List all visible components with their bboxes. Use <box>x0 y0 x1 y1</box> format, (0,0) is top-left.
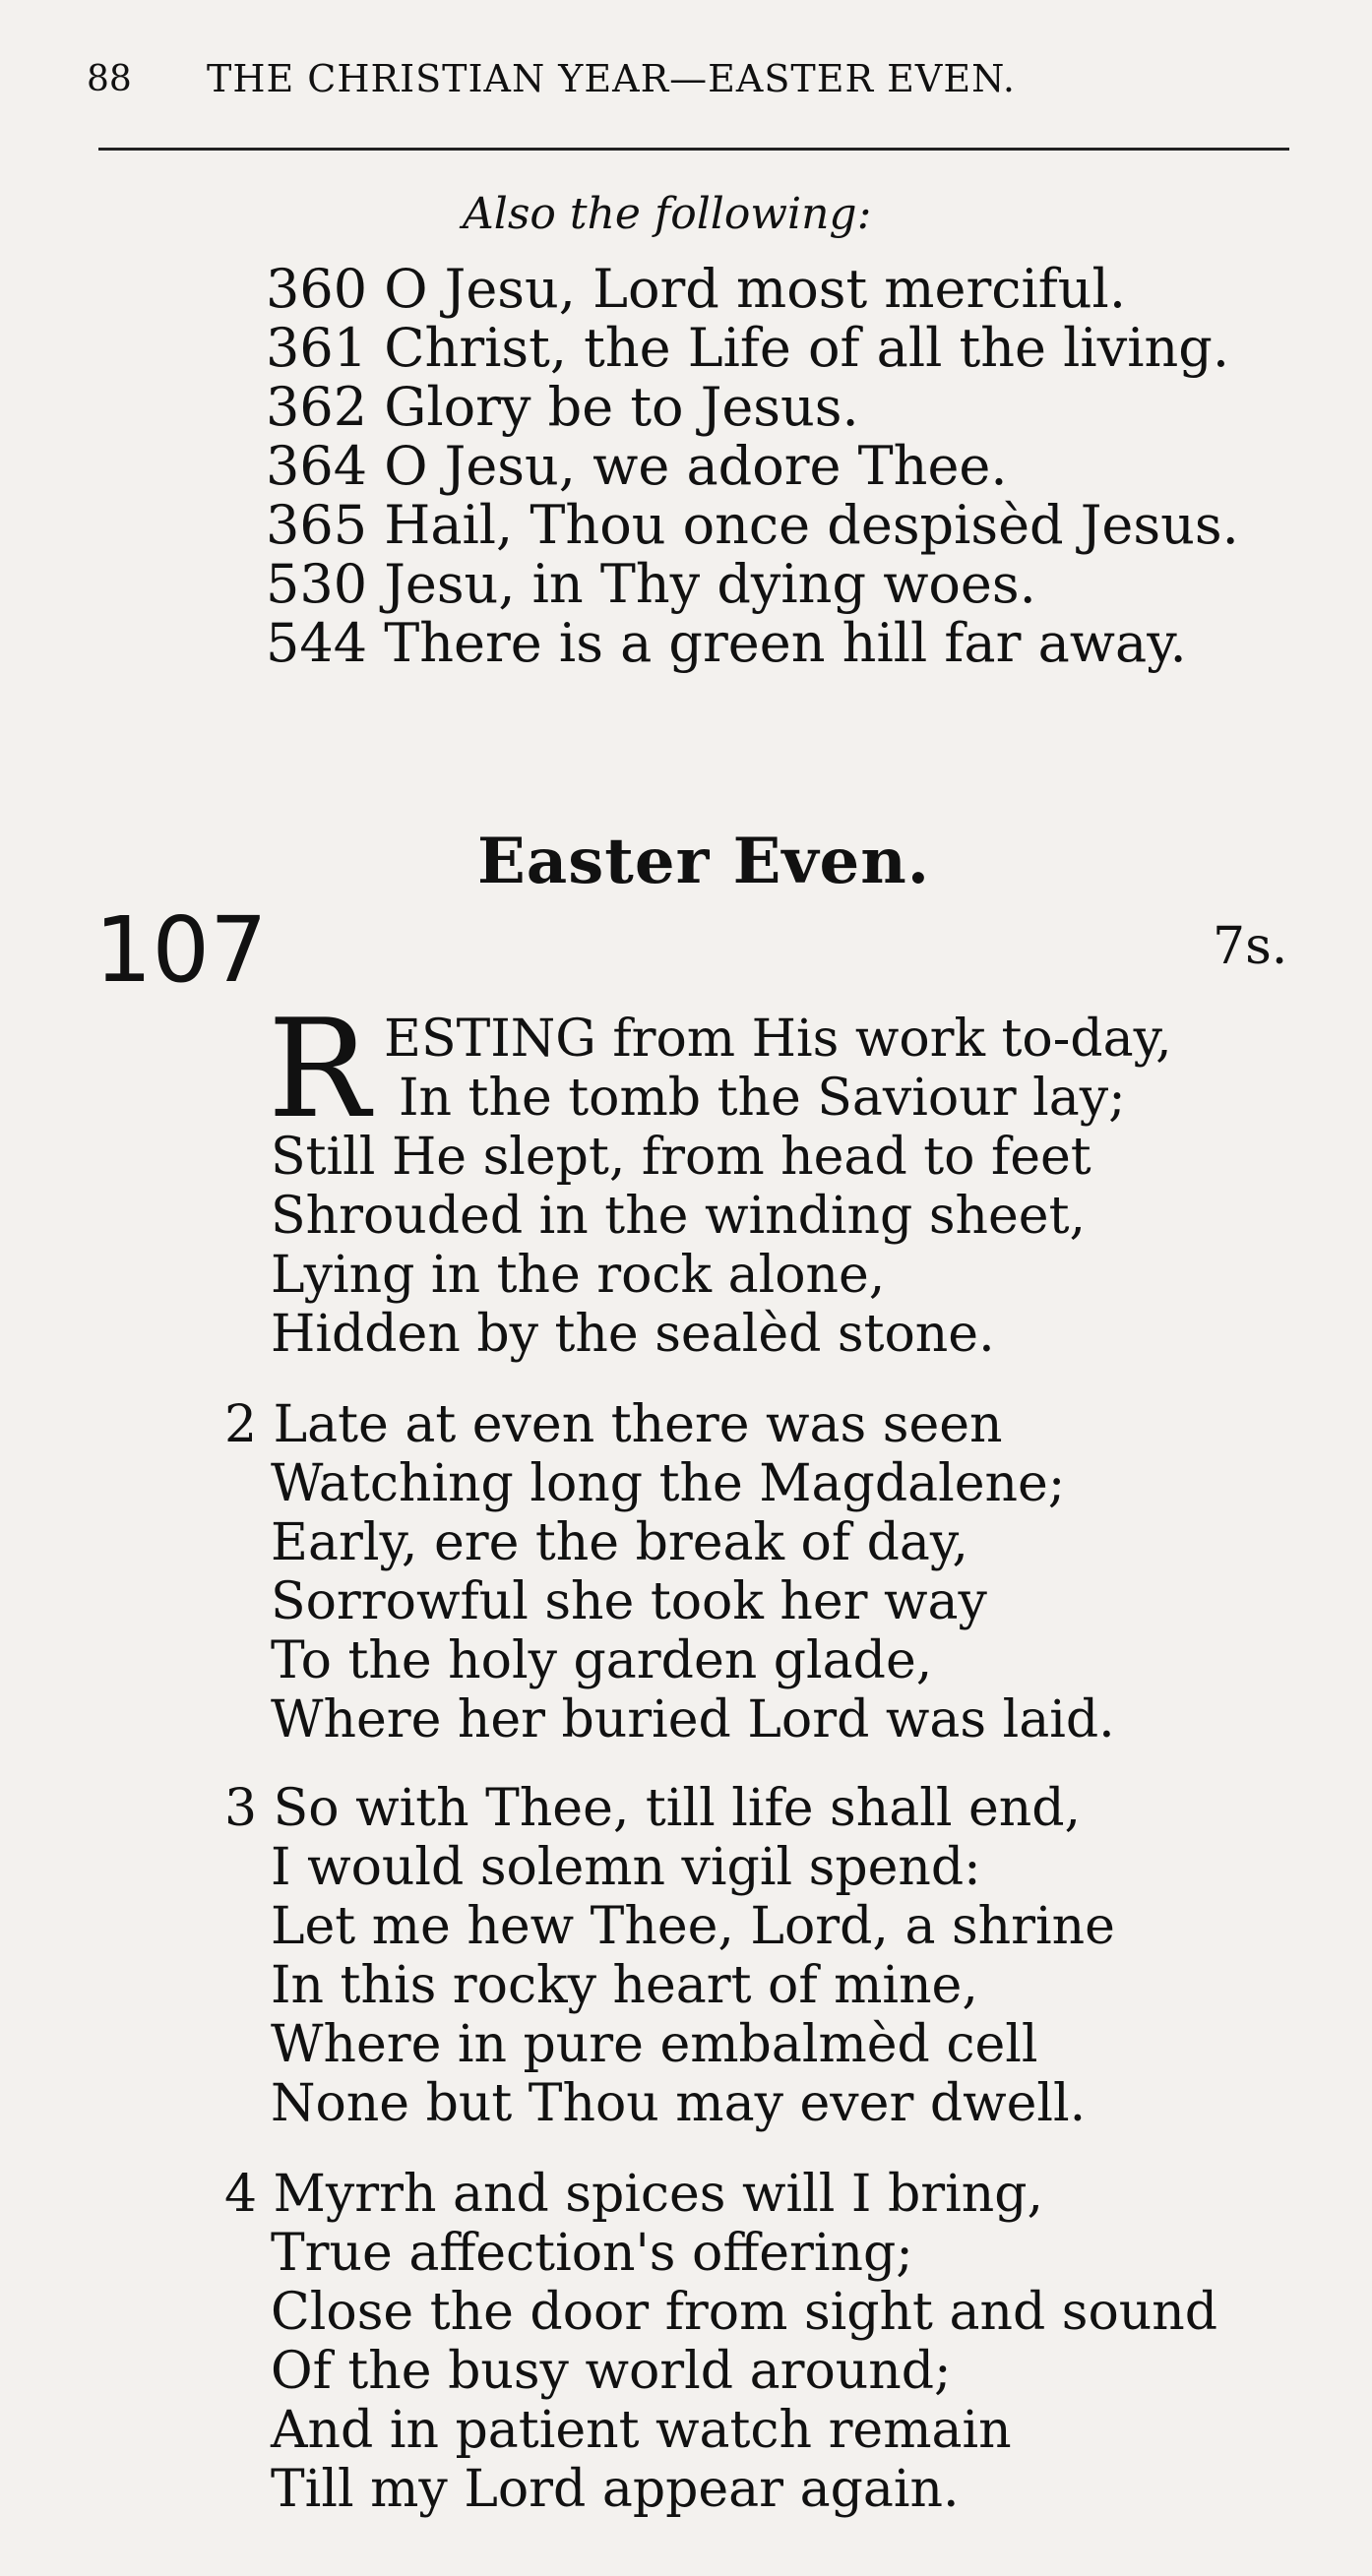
verse-line: Sorrowful she took her way <box>271 1572 987 1631</box>
verse-line: I would solemn vigil spend: <box>271 1838 981 1897</box>
verse-line: ESTING from His work to-day, <box>384 1010 1172 1069</box>
verse-line: Lying in the rock alone, <box>271 1246 886 1305</box>
list-item: 530 Jesu, in Thy dying woes. <box>266 553 1036 615</box>
list-item: 362 Glory be to Jesus. <box>266 376 859 438</box>
verse-line: None but Thou may ever dwell. <box>271 2074 1087 2133</box>
verse-line: Still He slept, from head to feet <box>271 1128 1091 1187</box>
verse-line: 3 So with Thee, till life shall end, <box>224 1779 1082 1838</box>
verse-line: 4 Myrrh and spices will I bring, <box>224 2165 1044 2224</box>
verse-line: Where in pure embalmèd cell <box>271 2015 1038 2074</box>
verse-line: Let me hew Thee, Lord, a shrine <box>271 1897 1115 1956</box>
verse-line: In the tomb the Saviour lay; <box>399 1069 1126 1128</box>
verse-line: Of the busy world around; <box>271 2342 952 2401</box>
list-item: 360 O Jesu, Lord most merciful. <box>266 258 1126 320</box>
list-item: 361 Christ, the Life of all the living. <box>266 317 1229 379</box>
page-number: 88 <box>87 59 132 99</box>
verse-line: Hidden by the sealèd stone. <box>271 1305 995 1364</box>
running-title: THE CHRISTIAN YEAR—EASTER EVEN. <box>207 57 1016 100</box>
list-item: 365 Hail, Thou once despisèd Jesus. <box>266 494 1239 556</box>
verse-line: Close the door from sight and sound <box>271 2283 1218 2342</box>
verse-line: Early, ere the break of day, <box>271 1513 968 1572</box>
verse-line: True affection's offering; <box>271 2224 913 2283</box>
verse-line: Where her buried Lord was laid. <box>271 1690 1115 1749</box>
hymn-number: 107 <box>94 897 268 1003</box>
verse-line: To the holy garden glade, <box>271 1631 933 1690</box>
hymn-meter: 7s. <box>1213 917 1288 976</box>
header-rule <box>98 148 1289 151</box>
verse-line: In this rocky heart of mine, <box>271 1956 978 2015</box>
list-item: 544 There is a green hill far away. <box>266 612 1187 674</box>
verse-line: And in patient watch remain <box>271 2401 1012 2460</box>
section-title: Easter Even. <box>477 825 931 898</box>
verse-line: Till my Lord appear again. <box>271 2460 960 2519</box>
drop-cap: R <box>268 990 370 1148</box>
verse-line: Watching long the Magdalene; <box>271 1454 1066 1513</box>
also-following-label: Also the following: <box>463 189 872 239</box>
list-item: 364 O Jesu, we adore Thee. <box>266 435 1008 497</box>
verse-line: Shrouded in the winding sheet, <box>271 1187 1086 1246</box>
verse-line: 2 Late at even there was seen <box>224 1395 1003 1454</box>
